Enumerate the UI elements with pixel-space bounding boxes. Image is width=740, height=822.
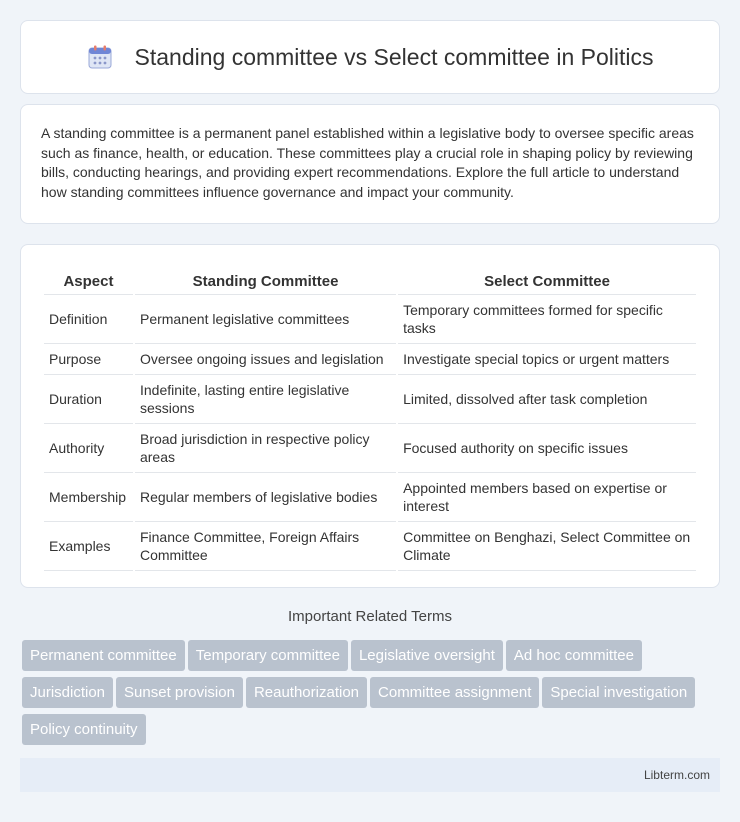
row-select: Limited, dissolved after task completion bbox=[398, 375, 696, 424]
column-header-aspect: Aspect bbox=[44, 265, 133, 295]
row-aspect: Duration bbox=[44, 375, 133, 424]
table-row bbox=[44, 295, 696, 344]
page-title: Standing committee vs Select committee in Politics bbox=[134, 43, 654, 70]
related-terms-title: Important Related Terms bbox=[288, 608, 452, 625]
comparison-table bbox=[42, 265, 698, 571]
intro-text: A standing committee is a permanent panel established within a legislative body to oversee specific areas such as finance, health, or education. These committees play a crucial role in shaping policy by reviewing bills, conducting hearings, and providing expert recommendations. Explore the full article to understand how standing committees influence governance and impact your community. bbox=[41, 125, 694, 200]
row-standing: Broad jurisdiction in respective policy areas bbox=[135, 424, 396, 473]
related-terms-list bbox=[22, 640, 722, 751]
row-standing: Permanent legislative committees bbox=[135, 295, 396, 344]
table-row bbox=[44, 473, 696, 522]
tag-jurisdiction[interactable]: Jurisdiction bbox=[22, 677, 113, 708]
row-standing: Oversee ongoing issues and legislation bbox=[135, 344, 396, 375]
tag-policy-continuity[interactable]: Policy continuity bbox=[22, 714, 146, 745]
table-header-row bbox=[44, 265, 696, 295]
row-select: Temporary committees formed for specific tasks bbox=[398, 295, 696, 344]
row-select: Appointed members based on expertise or interest bbox=[398, 473, 696, 522]
table-row bbox=[44, 424, 696, 473]
header-card bbox=[20, 20, 720, 94]
row-standing: Regular members of legislative bodies bbox=[135, 473, 396, 522]
tag-permanent-committee[interactable]: Permanent committee bbox=[22, 640, 185, 671]
table-row bbox=[44, 344, 696, 375]
tag-reauthorization[interactable]: Reauthorization bbox=[246, 677, 367, 708]
tag-special-investigation[interactable]: Special investigation bbox=[542, 677, 695, 708]
table-row bbox=[44, 522, 696, 571]
column-header-standing: Standing Committee bbox=[135, 265, 396, 295]
row-select: Committee on Benghazi, Select Committee on Climate bbox=[398, 522, 696, 571]
tag-legislative-oversight[interactable]: Legislative oversight bbox=[351, 640, 503, 671]
footer-brand-link[interactable]: Libterm.com bbox=[643, 768, 710, 782]
footer bbox=[20, 758, 720, 792]
comparison-table-card bbox=[20, 244, 720, 588]
intro-card bbox=[20, 104, 720, 224]
tag-committee-assignment[interactable]: Committee assignment bbox=[370, 677, 539, 708]
table-row bbox=[44, 375, 696, 424]
row-aspect: Authority bbox=[44, 424, 133, 473]
row-aspect: Definition bbox=[44, 295, 133, 344]
row-standing: Indefinite, lasting entire legislative sessions bbox=[135, 375, 396, 424]
row-aspect: Examples bbox=[44, 522, 133, 571]
row-aspect: Purpose bbox=[44, 344, 133, 375]
tag-ad-hoc-committee[interactable]: Ad hoc committee bbox=[506, 640, 642, 671]
calendar-icon bbox=[87, 44, 113, 70]
row-aspect: Membership bbox=[44, 473, 133, 522]
row-select: Focused authority on specific issues bbox=[398, 424, 696, 473]
row-standing: Finance Committee, Foreign Affairs Committee bbox=[135, 522, 396, 571]
tag-sunset-provision[interactable]: Sunset provision bbox=[116, 677, 243, 708]
column-header-select: Select Committee bbox=[398, 265, 696, 295]
tag-temporary-committee[interactable]: Temporary committee bbox=[188, 640, 348, 671]
row-select: Investigate special topics or urgent matters bbox=[398, 344, 696, 375]
